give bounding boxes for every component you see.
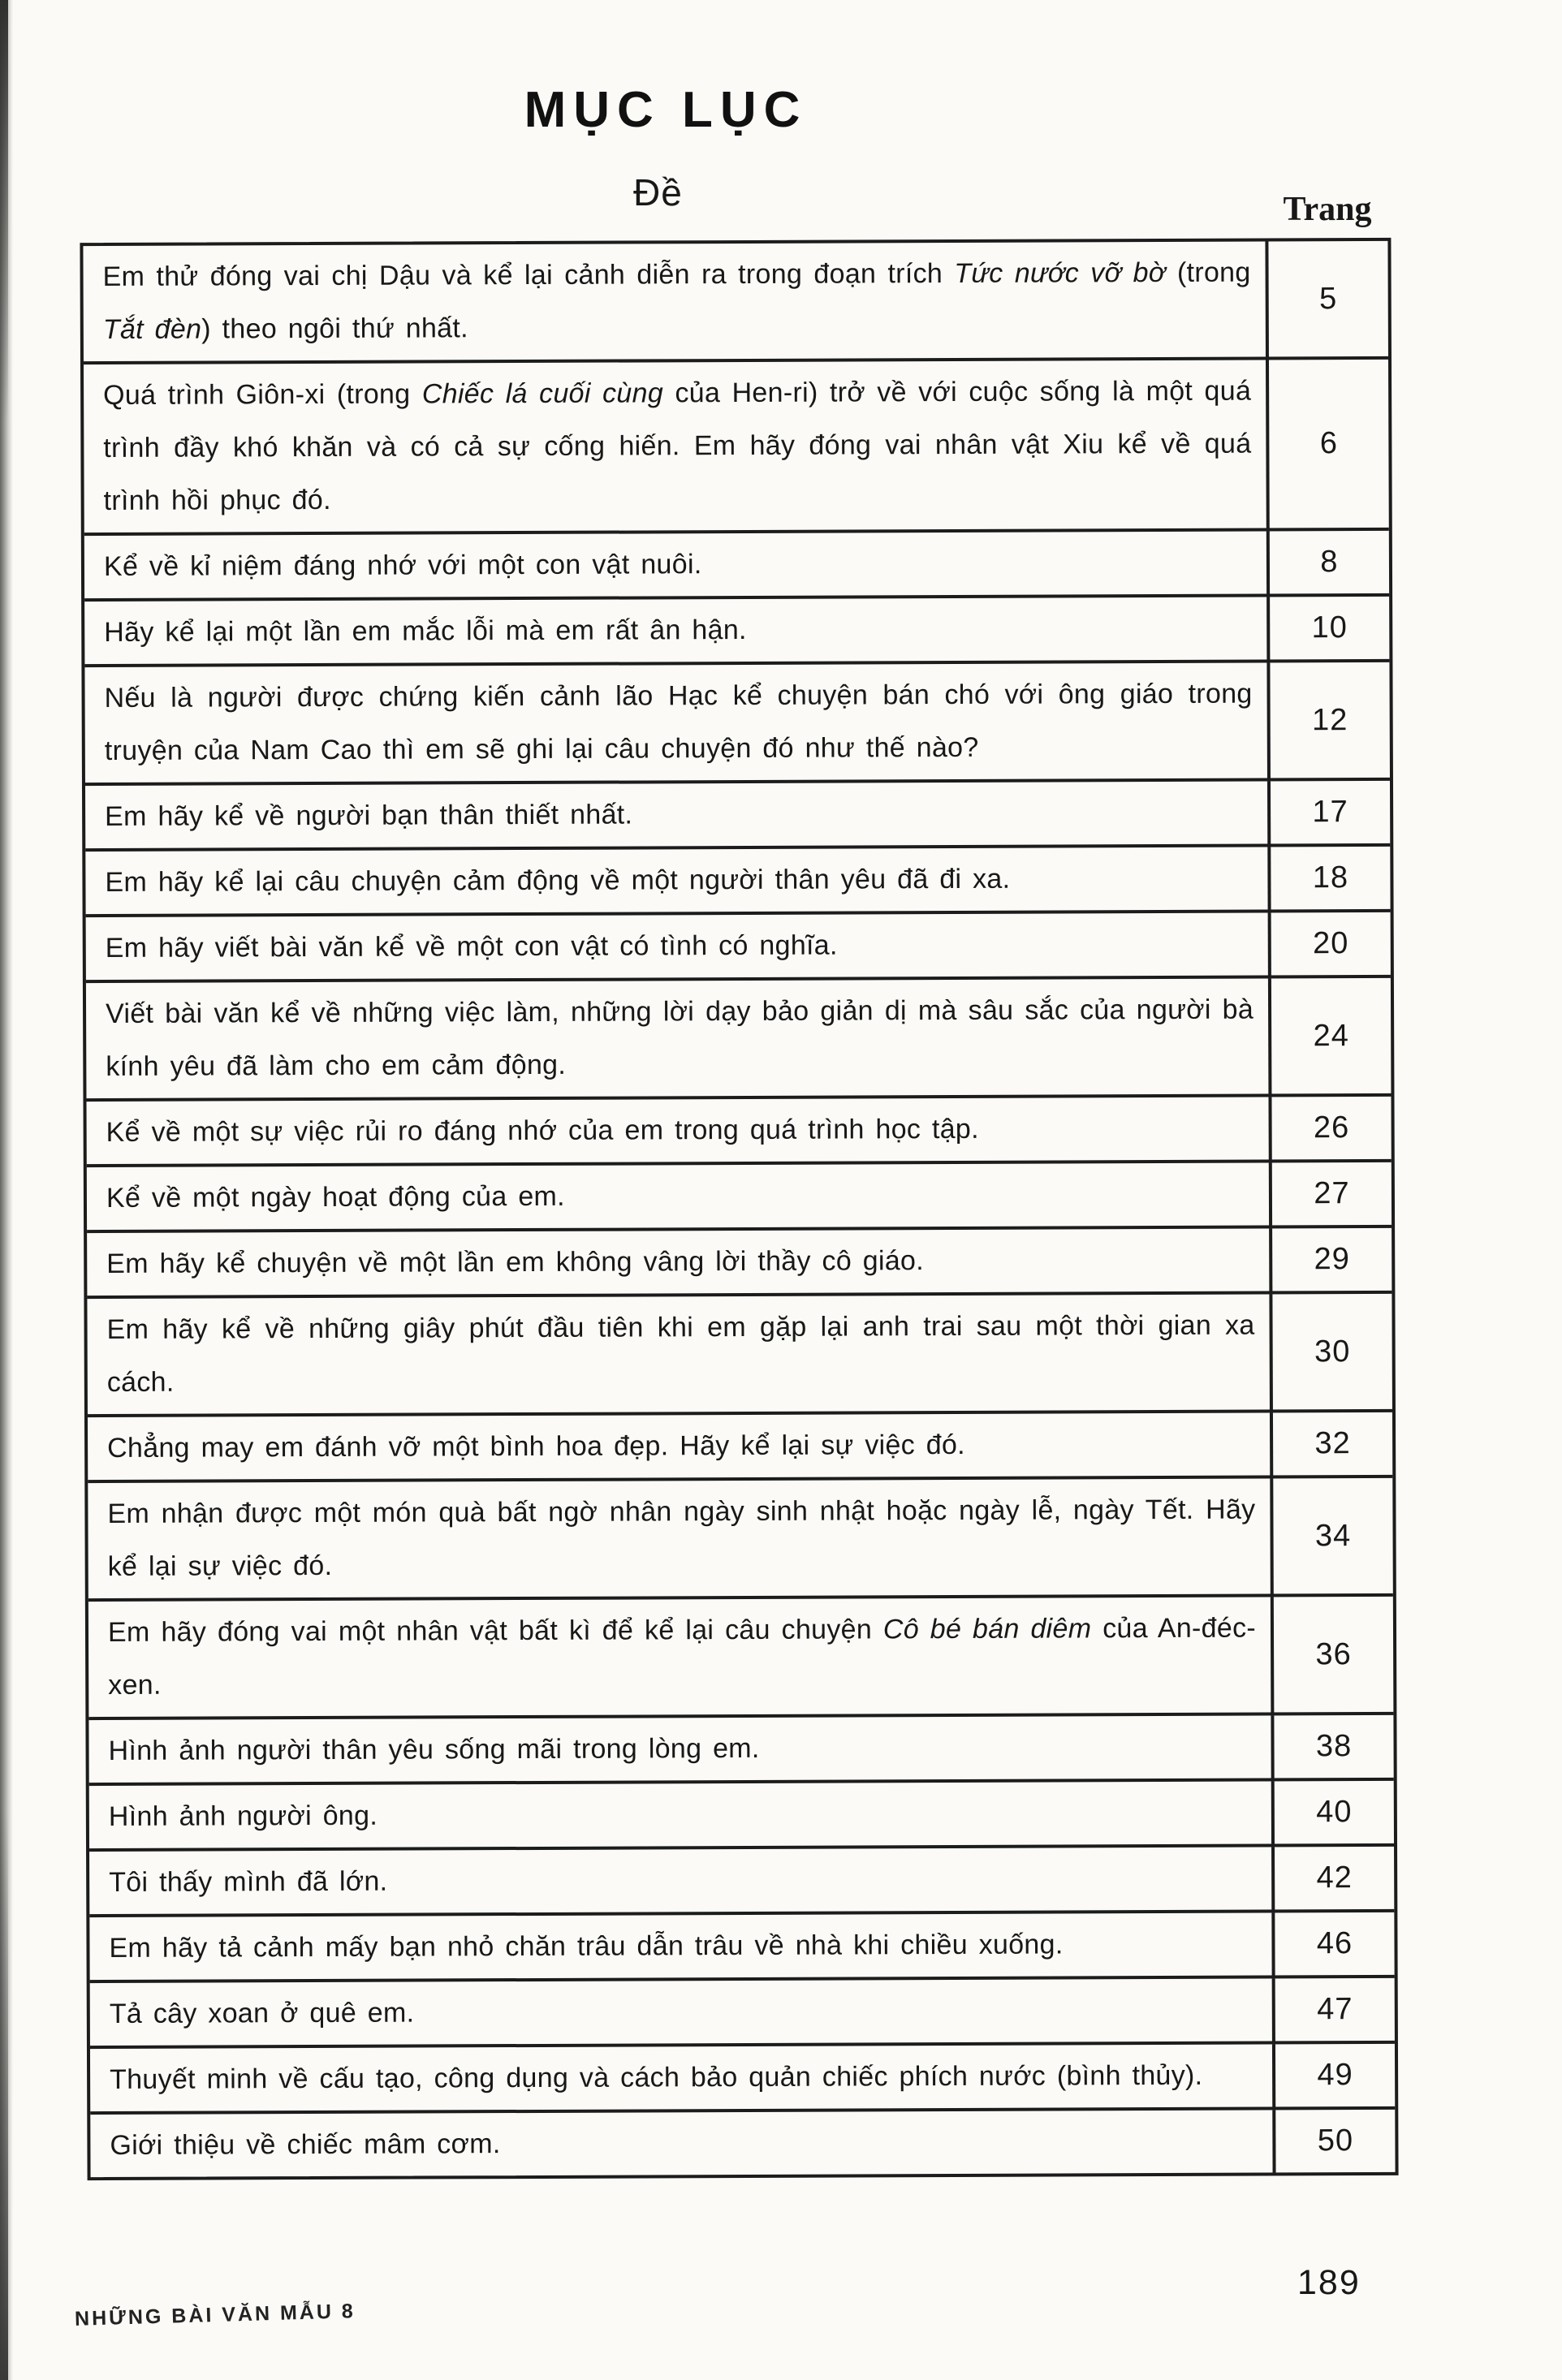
toc-row (88, 1715, 1393, 1786)
toc-row (84, 597, 1389, 667)
toc-page-number: 50 (1272, 2110, 1395, 2173)
toc-row (86, 912, 1391, 983)
toc-entry-text: Em hãy kể về người bạn thân thiết nhất. (105, 799, 633, 832)
toc-entry-text: Tôi thấy mình đã lớn. (109, 1865, 388, 1898)
toc-entry-text: Kể về một ngày hoạt động của em. (106, 1180, 565, 1214)
toc-entry-text: Em hãy viết bài văn kể về một con vật có tình có nghĩa. (105, 929, 838, 964)
toc-page-number: 20 (1268, 912, 1391, 976)
toc-entry-text: Viết bài văn kể về những việc làm, những lời dạy bảo giản dị mà sâu sắc của người bà kính yêu đã làm cho em cảm động. (105, 994, 1254, 1082)
toc-row (90, 2044, 1395, 2115)
toc-row (84, 531, 1389, 601)
toc-entry-text: Giới thiệu về chiếc mâm cơm. (110, 2128, 501, 2161)
toc-entry-text: Em hãy đóng vai một nhân vật bất kì để kể lại câu chuyện Cô bé bán diêm của An-đéc-xen. (107, 1612, 1257, 1701)
toc-page-number: 18 (1267, 847, 1390, 910)
toc-page-number: 34 (1270, 1478, 1393, 1594)
toc-row (89, 1912, 1394, 1983)
toc-row (89, 1847, 1394, 1917)
toc-row (85, 781, 1390, 852)
toc-page-number: 38 (1271, 1715, 1393, 1779)
toc-entry-text: Hãy kể lại một lần em mắc lỗi mà em rất ân hận. (104, 614, 747, 648)
toc-entry-text: Thuyết minh về cấu tạo, công dụng và cách bảo quản chiếc phích nước (bình thủy). (110, 2059, 1203, 2095)
toc-page-number: 42 (1271, 1847, 1394, 1910)
toc-page-number: 17 (1267, 781, 1390, 844)
toc-page-number: 24 (1268, 978, 1392, 1094)
toc-row (87, 1162, 1392, 1233)
toc-entry-text: Nếu là người được chứng kiến cảnh lão Hạc kể chuyện bán chó với ông giáo trong truyện của Nam Cao thì em sẽ ghi lại câu chuyện đó như thế nào? (104, 678, 1253, 766)
toc-entry-text: Kể về một sự việc rủi ro đáng nhớ của em trong quá trình học tập. (106, 1113, 979, 1148)
toc-entry-text: Em hãy kể về những giây phút đầu tiên khi em gặp lại anh trai sau một thời gian xa cách. (106, 1309, 1255, 1398)
toc-page-number: 29 (1269, 1228, 1392, 1291)
toc-row (84, 360, 1389, 536)
toc-page-number: 49 (1272, 2044, 1395, 2107)
toc-row (88, 1412, 1392, 1483)
toc-entry-text: Hình ảnh người ông. (108, 1800, 378, 1832)
toc-row (88, 1597, 1394, 1720)
binding-shadow-top (0, 0, 8, 422)
toc-row (86, 978, 1392, 1102)
toc-page-number: 27 (1269, 1162, 1392, 1226)
toc-row (84, 662, 1390, 786)
toc-page-number: 12 (1266, 662, 1390, 778)
toc-row (88, 1478, 1393, 1602)
toc-page-number: 47 (1272, 1978, 1395, 2042)
toc-row (83, 241, 1388, 364)
toc-page-number: 26 (1268, 1097, 1391, 1160)
toc-table-body (83, 241, 1395, 2177)
toc-page-number: 10 (1266, 597, 1389, 660)
toc-page-number: 40 (1271, 1781, 1394, 1844)
toc-page-number: 32 (1270, 1412, 1392, 1476)
toc-table (80, 238, 1398, 2180)
toc-row (86, 1097, 1391, 1167)
toc-row (89, 1781, 1394, 1852)
footer-page-number: 189 (1297, 2263, 1361, 2302)
toc-entry-text: Em hãy tả cảnh mấy bạn nhỏ chăn trâu dẫn trâu về nhà khi chiều xuống. (109, 1929, 1064, 1964)
toc-entry-text: Kể về kỉ niệm đáng nhớ với một con vật nuôi. (103, 549, 702, 582)
toc-page-number: 46 (1271, 1912, 1394, 1976)
toc-row (87, 1294, 1392, 1417)
toc-entry-text: Em thử đóng vai chị Dậu và kể lại cảnh diễn ra trong đoạn trích Tức nước vỡ bờ (trong Tắt đèn) theo ngôi thứ nhất. (102, 257, 1251, 346)
toc-page-number: 30 (1269, 1294, 1392, 1410)
toc-row (90, 1978, 1395, 2049)
toc-row (90, 2110, 1395, 2177)
toc-page-number: 6 (1266, 360, 1389, 528)
toc-page-number: 36 (1271, 1597, 1394, 1713)
page-title: MỤC LỤC (524, 82, 808, 138)
toc-entry-text: Em hãy kể chuyện về một lần em không vâng lời thầy cô giáo. (106, 1245, 925, 1279)
footer-book-title: NHỮNG BÀI VĂN MẪU 8 (74, 2300, 356, 2330)
toc-row (87, 1228, 1392, 1299)
column-header-topic: Đề (633, 171, 683, 213)
toc-entry-text: Tả cây xoan ở quê em. (109, 1997, 415, 2029)
binding-shadow-bottom (0, 1812, 8, 2380)
column-header-page: Trang (1283, 191, 1372, 228)
toc-entry-text: Em hãy kể lại câu chuyện cảm động về một người thân yêu đã đi xa. (105, 863, 1011, 898)
toc-entry-text: Em nhận được một món quà bất ngờ nhân ngày sinh nhật hoặc ngày lễ, ngày Tết. Hãy kể lại sự việc đó. (107, 1494, 1256, 1582)
toc-entry-text: Quá trình Giôn-xi (trong Chiếc lá cuối cùng của Hen-ri) trở về với cuộc sống là một quá trình đầy khó khăn và có cả sự cống hiến. Em hãy đóng vai nhân vật Xiu kể về quá trình hồi phục đó. (103, 375, 1252, 516)
toc-row (85, 847, 1390, 917)
toc-entry-text: Chẳng may em đánh vỡ một bình hoa đẹp. Hãy kể lại sự việc đó. (107, 1429, 965, 1464)
toc-page-number: 8 (1266, 531, 1389, 594)
toc-page-number: 5 (1265, 241, 1388, 357)
toc-entry-text: Hình ảnh người thân yêu sống mãi trong lòng em. (108, 1732, 760, 1766)
